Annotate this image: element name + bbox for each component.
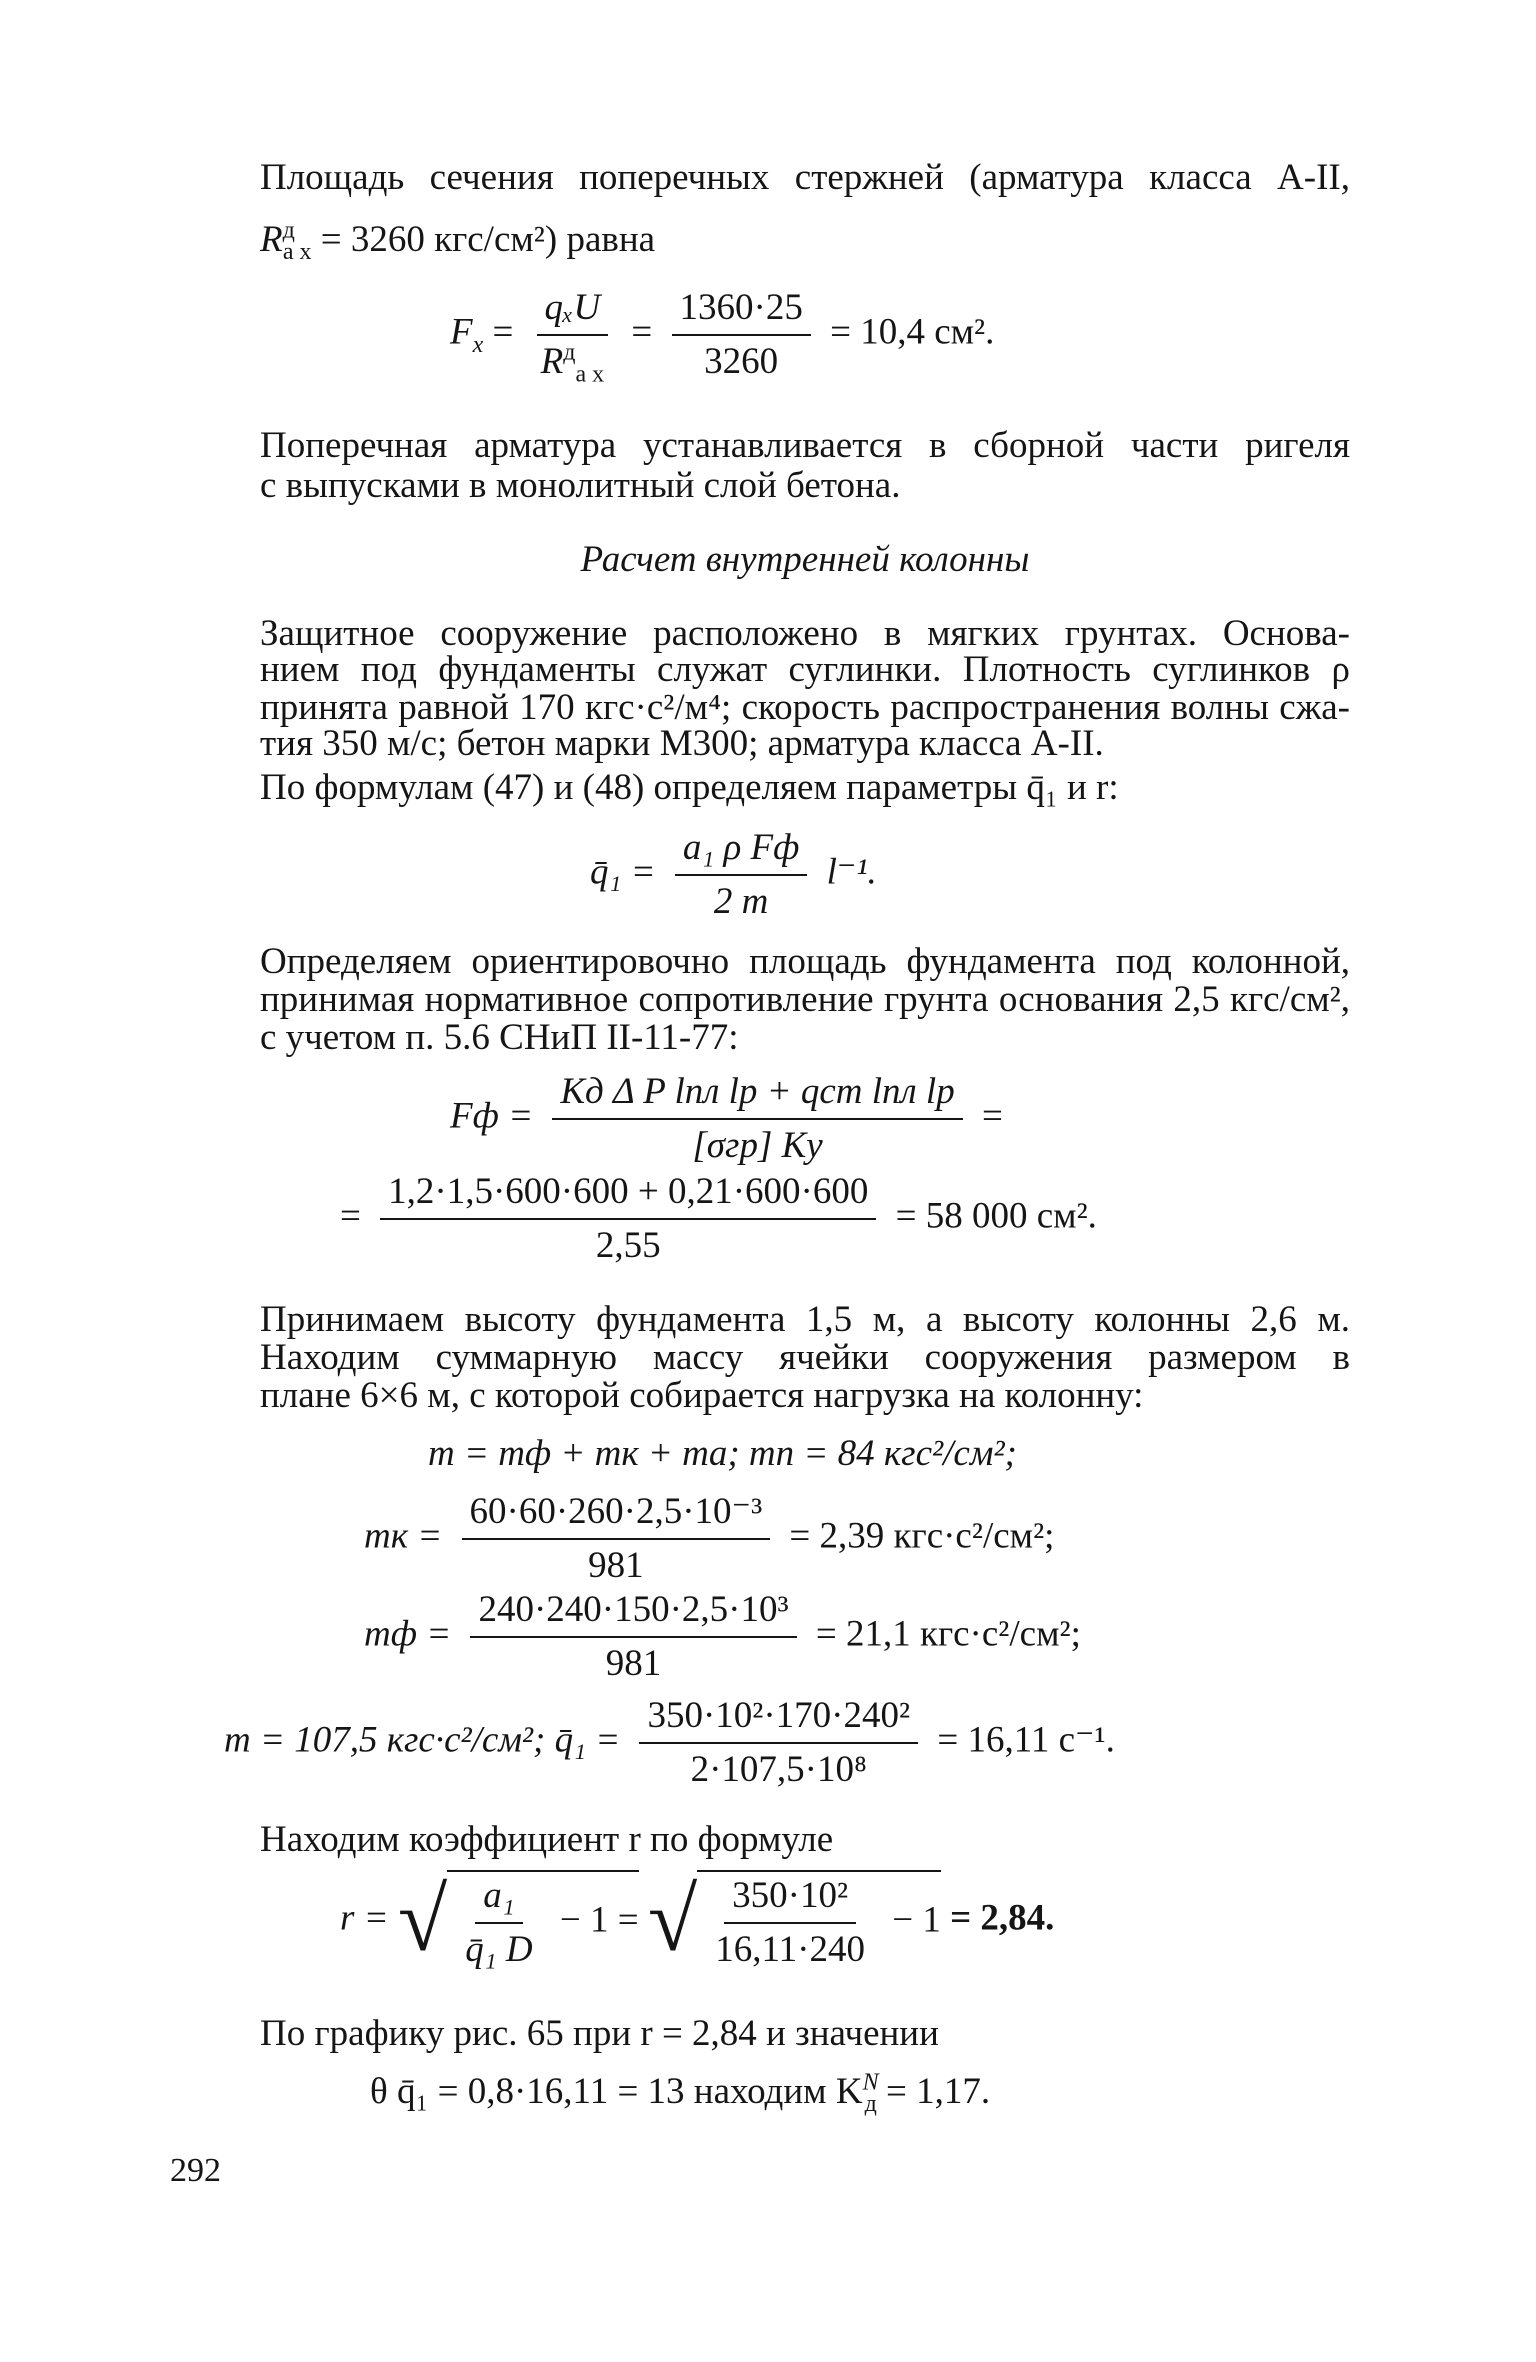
- equation-last: θ q̄₁ = 0,8·16,11 = 13 находим $K^N_д = 1,17$.: [370, 2069, 991, 2118]
- text-line: плане 6×6 м, с которой собирается нагрузка на колонну:: [260, 1375, 1144, 1416]
- text-line: принимая нормативное сопротивление грунта основания 2,5 кгс/см²,: [260, 979, 1350, 1020]
- text-line: тия 350 м/с; бетон марки М300; арматура класса А-II.: [260, 723, 1104, 764]
- text-line: $R^д_{а x} = 3260$ кгс/см²) равна: [260, 217, 656, 266]
- equation-ff: Fф = $\frac{\text{Kд Δ P lпл lр + qст lпл lр}}{\text{[σгр] Kу}}$ =: [450, 1071, 1003, 1166]
- page-number: 292: [170, 2152, 221, 2189]
- text-line: Принимаем высоту фундамента 1,5 м, а высоту колонны 2,6 м.: [260, 1299, 1350, 1340]
- text-line: По формулам (47) и (48) определяем параметры q̄₁ и r:: [260, 767, 1119, 808]
- text-line: Определяем ориентировочно площадь фундамента под колонной,: [260, 941, 1350, 982]
- equation-r: r = √ $\frac{\text{a₁}}{\text{q̄₁ D}}$ − 1 = √ $\frac{\text{350·10²}}{16,11\cdot 240}$ − 1 = 2,84.: [340, 1871, 1055, 1970]
- equation-m: m = mф + mк + mа; mп = 84 кгс²/см²;: [428, 1433, 1017, 1474]
- text-line: Поперечная арматура устанавливается в сборной части ригеля: [260, 425, 1350, 466]
- text-line: Находим суммарную массу ячейки сооружения размером в: [260, 1337, 1350, 1378]
- equation-q1: q̄₁ = $\frac{\text{a₁ ρ Fф}}{2 m}$ l⁻¹.: [590, 827, 877, 922]
- equation-mk: mк = $\frac{\text{60·60·260·2,5·10⁻³}}{981}$ = 2,39 кгс·с²/см²;: [364, 1491, 1055, 1586]
- equation-fx: $F_x$ = $\frac{\text{qₓU}}{R^д_{а x}}$ = $\frac{1360\cdot 25}{3260}$ = 10,4 см².: [450, 287, 995, 388]
- text-line: принята равной 170 кгс·с²/м⁴; скорость распространения волны сжа-: [260, 687, 1350, 728]
- text-line: с учетом п. 5.6 СНиП II-11-77:: [260, 1017, 739, 1058]
- section-heading: Расчет внутренней колонны: [580, 539, 1030, 580]
- text-line: Находим коэффициент r по формуле: [260, 1819, 834, 1860]
- equation-ff2: = $\frac{1,2\cdot 1,5\cdot 600\cdot 600 + 0,21\cdot 600\cdot 600}{2,55}$ = 58 000 см².: [340, 1171, 1097, 1266]
- text-line: с выпусками в монолитный слой бетона.: [260, 465, 901, 506]
- text-line: Защитное сооружение расположено в мягких грунтах. Основа-: [260, 613, 1350, 654]
- text-line: Площадь сечения поперечных стержней (арматура класса А-II,: [260, 157, 1350, 198]
- equation-mf: mф = $\frac{\text{240·240·150·2,5·10³}}{981}$ = 21,1 кгс·с²/см²;: [364, 1589, 1081, 1684]
- text-line: нием под фундаменты служат суглинки. Плотность суглинков ρ: [260, 649, 1350, 690]
- equation-m2: m = 107,5 кгс·с²/см²; q̄₁ = $\frac{\text{350·10²·170·240²}}{\text{2·107,5·10⁸}}$ = 16,11 с⁻¹.: [224, 1695, 1115, 1790]
- text-line: По графику рис. 65 при r = 2,84 и значении: [260, 2013, 939, 2054]
